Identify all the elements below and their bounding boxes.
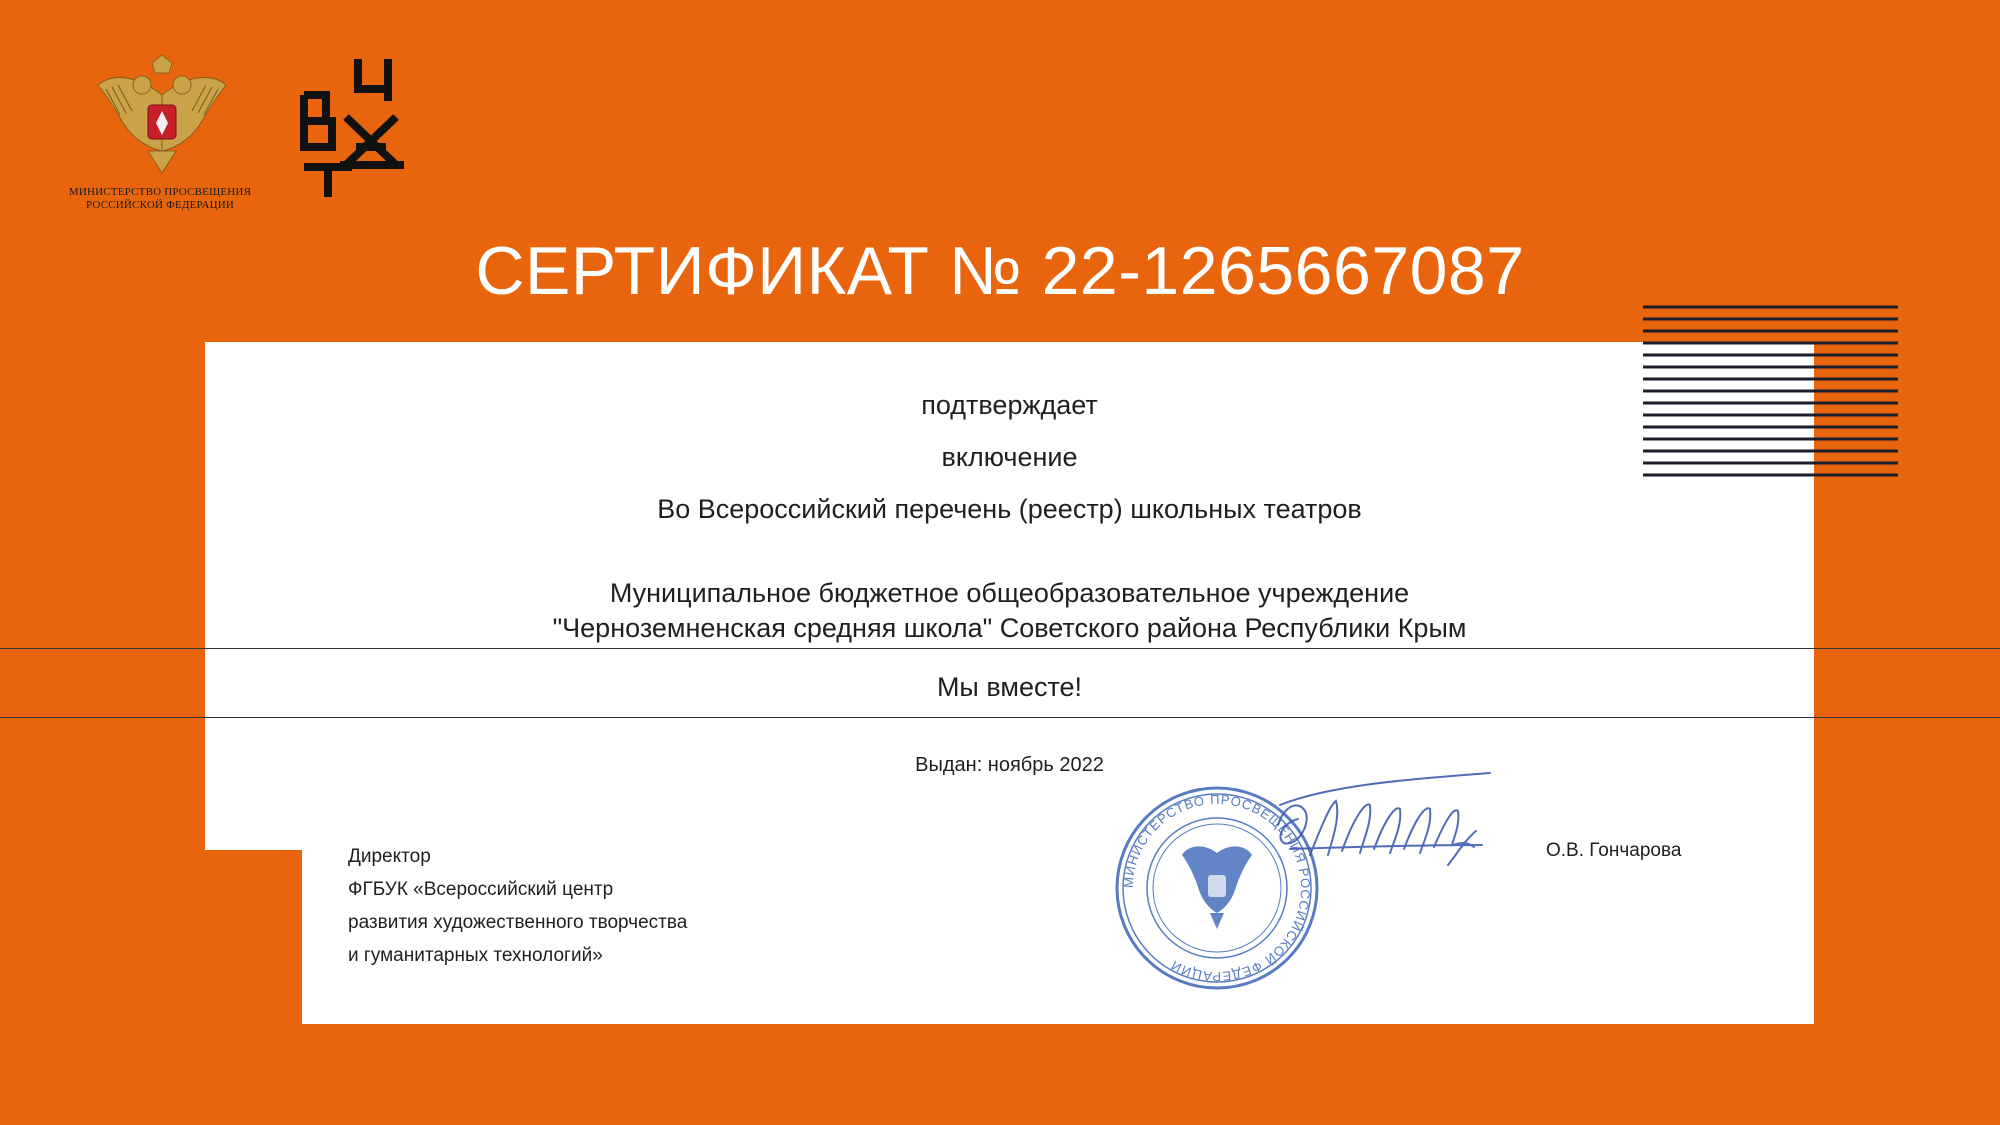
- confirms-text: подтверждает: [921, 390, 1098, 420]
- ministry-name: [45, 186, 275, 212]
- inclusion-text: включение: [941, 442, 1078, 472]
- director-title: Директор: [348, 846, 431, 867]
- motto-text: Мы вместе!: [936, 672, 1083, 702]
- issue-date: Выдан: ноябрь 2022: [915, 754, 1104, 776]
- signatory-name: О.В. Гончарова: [1546, 840, 1682, 861]
- ministry-name-line1: МИНИСТЕРСТВО ПРОСВЕЩЕНИЯ: [68, 186, 252, 198]
- signature-icon: [1270, 765, 1500, 895]
- stamp-text: МИНИСТЕРСТВО ПРОСВЕЩЕНИЯ РОССИЙСКОЙ ФЕДЕРАЦИИ: [1120, 791, 1314, 985]
- director-org-line3: и гуманитарных технологий»: [348, 945, 603, 966]
- certificate-title: СЕРТИФИКАТ № 22-1265667087: [475, 233, 1525, 309]
- organization-line1: Муниципальное бюджетное общеобразовательное учреждение: [609, 578, 1410, 608]
- vcht-logo-icon: [300, 55, 410, 200]
- director-org-line2: развития художественного творчества: [348, 912, 688, 933]
- director-block: [348, 840, 687, 972]
- registry-text: Во Всероссийский перечень (реестр) школьных театров: [657, 494, 1362, 524]
- ministry-emblem-icon: [92, 55, 232, 175]
- divider-line-bottom: [0, 717, 2000, 718]
- ministry-name-line2: РОССИЙСКОЙ ФЕДЕРАЦИИ: [85, 199, 235, 211]
- director-org-line1: ФГБУК «Всероссийский центр: [348, 879, 614, 900]
- organization-line2: "Черноземненская средняя школа" Советского района Республики Крым: [552, 613, 1467, 643]
- divider-line-top: [0, 648, 2000, 649]
